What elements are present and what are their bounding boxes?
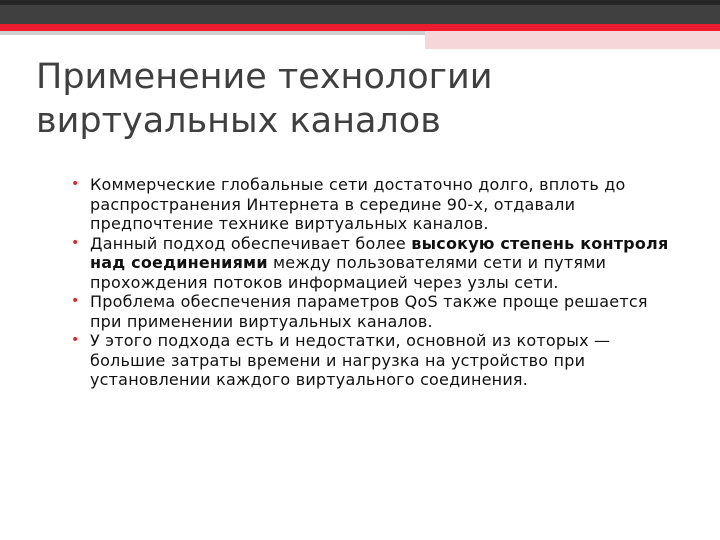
slide-title: [36, 55, 686, 143]
header-accent-red: [0, 24, 720, 31]
bullet-item-1: [71, 175, 681, 234]
slide-title-line1: Применение технологии: [36, 57, 493, 97]
bullet-marker-icon: •: [71, 332, 80, 348]
bullet-item-3: [71, 292, 681, 331]
bullet-text-before: Данный подход обеспечивает более: [90, 233, 412, 253]
bullet-text: У этого подхода есть и недостатки, основной из которых — большие затраты времени и нагрузка на устройство при установлении каждого виртуального соединения.: [90, 331, 611, 389]
bullet-text-bold: высокую степень контроля над соединениями: [90, 233, 669, 272]
bullet-text: Коммерческие глобальные сети достаточно долго, вплоть до распространения Интернета в середине 90-х, отдавали предпочтение технике виртуальных каналов.: [90, 175, 626, 233]
bullet-marker-icon: •: [71, 293, 80, 309]
bullet-item-4: [71, 331, 681, 390]
bullet-text-after: между пользователями сети и путями прохождения потоков информацией через узлы сети.: [90, 253, 607, 292]
header-accent-pink: [425, 31, 720, 49]
bullet-text: Проблема обеспечения параметров QoS также проще решается при применении виртуальных каналов.: [90, 292, 648, 331]
bullet-item-2: [71, 234, 681, 293]
slide-title-line2: виртуальных каналов: [36, 101, 441, 141]
bullet-list: [71, 175, 681, 390]
bullet-marker-icon: •: [71, 176, 80, 192]
header-band: [0, 0, 720, 24]
header-dark-strip: [0, 0, 720, 5]
header-accent-gray: [0, 31, 425, 35]
bullet-marker-icon: •: [71, 234, 80, 251]
